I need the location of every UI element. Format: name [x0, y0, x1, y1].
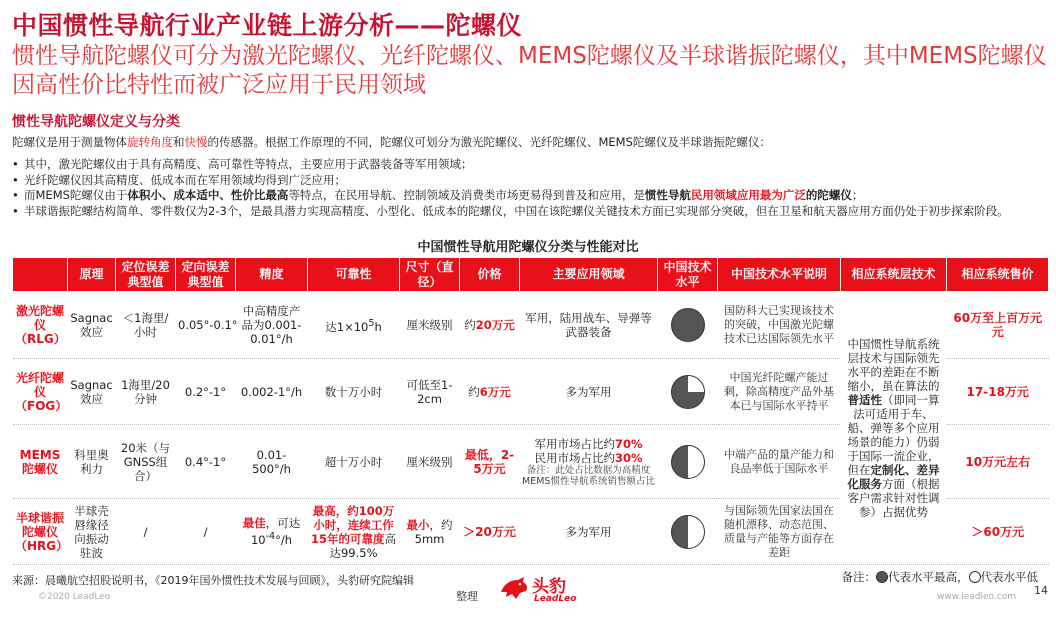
- header-cell: [13, 258, 68, 292]
- app-text: 军用市场占比约: [534, 436, 615, 451]
- intro-paragraph: [12, 134, 771, 150]
- cell-size: 厘米级别: [400, 292, 460, 359]
- price-value: 20万元: [475, 318, 515, 332]
- table-row: [13, 292, 1049, 359]
- bullet-item: • 其中，激光陀螺仪由于具有高精度、高可靠性等特点，主要应用于武器装备等军用领域；: [12, 157, 1048, 173]
- cell-cn-level: [658, 292, 718, 359]
- cell-precision: 中高精度产品为0.001-0.01°/h: [236, 292, 308, 359]
- level-three-quarter-icon: [671, 375, 705, 409]
- price-prefix: 约: [468, 384, 480, 399]
- bullet-bold: 体积小、成本适中、性价比最高: [127, 188, 289, 202]
- cell-sys-price: 60万至上百万元元: [947, 292, 1049, 359]
- page-number: 14: [1034, 584, 1048, 597]
- cell-precision: [236, 499, 308, 565]
- intro-text: 和: [173, 135, 185, 149]
- cell-pos-error: 20米（与GNSS组合）: [116, 425, 176, 499]
- level-half-icon: [671, 445, 705, 479]
- table-title: 中国惯性导航用陀螺仪分类与性能对比: [417, 240, 639, 255]
- cell-application: 多为军用: [520, 359, 658, 425]
- page-title: 中国惯性导航行业产业链上游分析——陀螺仪: [12, 11, 523, 40]
- header-cell: 定向误差典型值: [176, 258, 236, 292]
- cell-application: [520, 425, 658, 499]
- cell-reliability: [308, 499, 400, 565]
- precision-text: ，可达10: [250, 516, 301, 547]
- header-cell: 定位误差典型值: [116, 258, 176, 292]
- cell-reliability: 数十万小时: [308, 359, 400, 425]
- table-header-row: [13, 258, 1049, 292]
- level-half-icon: [671, 515, 705, 549]
- cell-principle: Sagnac效应: [68, 359, 116, 425]
- app-value: 30%: [614, 450, 643, 465]
- intro-highlight-speed: 快慢: [184, 135, 208, 149]
- cell-sys-tech: [841, 292, 947, 565]
- size-text: ，约5mm: [414, 517, 453, 546]
- header-cell: 相应系统层技术: [841, 258, 947, 292]
- reliability-unit: h: [374, 319, 382, 334]
- copyright: ©2020 LeadLeo: [38, 592, 111, 602]
- cell-price: [460, 359, 520, 425]
- app-value: 70%: [614, 436, 643, 451]
- cell-sys-price: ＞60万元: [947, 499, 1049, 565]
- gyroscope-comparison-table: [12, 257, 1049, 565]
- bullet-bold: 的陀螺仪: [805, 188, 852, 202]
- cell-principle: 科里奥利力: [68, 425, 116, 499]
- cell-size: 可低至1-2cm: [400, 359, 460, 425]
- logo-text-en: LeadLeo: [534, 594, 577, 604]
- app-text: 民用市场占比约: [534, 450, 615, 465]
- cell-precision: 0.002-1°/h: [236, 359, 308, 425]
- sys-tech-bold: 普适性: [847, 393, 882, 407]
- header-cell: 原理: [68, 258, 116, 292]
- legend-high: 代表水平最高，: [888, 570, 969, 584]
- header-cell: 主要应用领域: [520, 258, 658, 292]
- cell-principle: Sagnac效应: [68, 292, 116, 359]
- header-cell: 中国技术水平: [658, 258, 718, 292]
- sys-tech-text: （即同一算法可适用于车、船、弹等多个应用场景的能力）仍弱于国际一流企业，但在: [847, 393, 940, 477]
- website: www.leadleo.com: [937, 592, 1016, 602]
- bullet-item: • 光纤陀螺仪因其高精度、低成本而在军用领域均得到广泛应用；: [12, 173, 1048, 189]
- size-highlight: 最小: [406, 517, 430, 532]
- app-military-share: [522, 437, 655, 451]
- reliability-highlight: 最高，约100万小时，连续工作15年的可靠度: [310, 503, 395, 546]
- header-cell: 尺寸（直径）: [400, 258, 460, 292]
- cell-dir-error: 0.2°-1°: [176, 359, 236, 425]
- intro-text: 陀螺仪是用于测量物体: [12, 135, 127, 149]
- cell-reliability: [308, 292, 400, 359]
- cell-dir-error: 0.05°-0.1°: [176, 292, 236, 359]
- price-prefix: 约: [464, 318, 476, 332]
- empty-circle-icon: [969, 571, 981, 583]
- cell-dir-error: 0.4°-1°: [176, 425, 236, 499]
- bullet-text: 等特点，在民用导航、控制领域及消费类市场更易得到普及和应用，是: [288, 188, 645, 202]
- cell-cn-level: [658, 425, 718, 499]
- cell-pos-error: ＜1海里/小时: [116, 292, 176, 359]
- sys-tech-text: 方面（根据客户需求针对性调参）占据优势: [847, 477, 940, 519]
- filled-circle-icon: [876, 571, 888, 583]
- bullet-bold: 惯性导航: [644, 188, 691, 202]
- cell-size: [400, 499, 460, 565]
- cell-cn-level: [658, 359, 718, 425]
- sys-tech-text: 中国惯性导航系统层技术与国际领先水平的差距在不断缩小，虽在算法的: [847, 337, 940, 393]
- cell-reliability: 超十万小时: [308, 425, 400, 499]
- header-cell: 相应系统售价: [947, 258, 1049, 292]
- legend-prefix: 备注：: [841, 570, 876, 584]
- cell-price: ＞20万元: [460, 499, 520, 565]
- cell-pos-error: /: [116, 499, 176, 565]
- bullet-item: • 半球谐振陀螺结构简单、零件数仅为2-3个，是最具潜力实现高精度、小型化、低成本的陀螺仪，中国在该陀螺仪关键技术方面已实现部分突破，但在卫星和航天器应用方面仍处于初步探索阶段。: [12, 204, 1048, 220]
- cell-cn-desc: 国防科大已实现该技术的突破，中国激光陀螺技术已达国际领先水平: [718, 292, 841, 359]
- cell-sys-price: 10万元左右: [947, 425, 1049, 499]
- bullet-list: [12, 157, 1048, 219]
- price-value: 6万元: [479, 384, 511, 399]
- cell-application: 多为军用: [520, 499, 658, 565]
- cell-cn-desc: 中国光纤陀螺产能过剩，除高精度产品外基本已与国际水平持平: [718, 359, 841, 425]
- header-cell: 精度: [236, 258, 308, 292]
- source-note: 来源：晨曦航空招股说明书，《2019年国外惯性技术发展与回顾》，头豹研究院编辑: [12, 574, 414, 587]
- bullet-highlight: 民用领域应用最为广泛: [690, 188, 806, 202]
- intro-highlight-angle: 旋转角度: [127, 135, 173, 149]
- app-civil-share: [522, 451, 655, 465]
- leopard-logo-icon: [498, 572, 530, 608]
- gyro-name: MEMS陀螺仪: [13, 425, 68, 499]
- page-subtitle: 惯性导航陀螺仪可分为激光陀螺仪、光纤陀螺仪、MEMS陀螺仪及半球谐振陀螺仪，其中MEMS陀螺仪因高性价比特性而被广泛应用于民用领域: [12, 43, 1047, 98]
- cell-size: 厘米级别: [400, 425, 460, 499]
- cell-principle: 半球壳唇缘径向振动驻波: [68, 499, 116, 565]
- reliability-text: 高达99.5%: [329, 531, 396, 560]
- cell-pos-error: 1海里/20分钟: [116, 359, 176, 425]
- bullet-text: ；: [851, 188, 864, 202]
- bullet-text: 而MEMS陀螺仪由于: [24, 188, 128, 202]
- sys-tech-bold: 定制化、差异化服务: [847, 463, 940, 491]
- legend-low: 代表水平低: [980, 570, 1038, 584]
- gyro-name: 半球谐振陀螺仪（HRG）: [13, 499, 68, 565]
- header-cell: 中国技术水平说明: [718, 258, 841, 292]
- bullet-item: [12, 188, 1048, 204]
- header-cell: 价格: [460, 258, 520, 292]
- intro-text: 的传感器。根据工作原理的不同，陀螺仪可划分为激光陀螺仪、光纤陀螺仪、MEMS陀螺仪及半球谐振陀螺仪：: [207, 135, 771, 149]
- cell-cn-level: [658, 499, 718, 565]
- app-note: 备注：此处占比数据为高精度MEMS惯性导航系统销售额占比: [522, 464, 655, 487]
- cell-cn-desc: 中端产品的量产能力和良品率低于国际水平: [718, 425, 841, 499]
- level-full-icon: [671, 308, 705, 342]
- precision-unit: °/h: [275, 532, 293, 547]
- cell-price: 最低，2-5万元: [460, 425, 520, 499]
- cell-price: [460, 292, 520, 359]
- reliability-base: 达1×10: [325, 319, 369, 334]
- logo-text: 头豹: [532, 577, 566, 597]
- section-title: 惯性导航陀螺仪定义与分类: [12, 114, 180, 130]
- precision-exp: -4: [265, 531, 276, 543]
- cell-application: 军用，陆用战车、导弹等武器装备: [520, 292, 658, 359]
- source-note-end: 整理: [456, 590, 478, 603]
- precision-best: 最佳: [242, 516, 266, 531]
- cell-sys-price: 17-18万元: [947, 359, 1049, 425]
- cell-precision: 0.01-500°/h: [236, 425, 308, 499]
- legend-note: [842, 569, 1039, 585]
- gyro-name: 光纤陀螺仪（FOG）: [13, 359, 68, 425]
- cell-dir-error: /: [176, 499, 236, 565]
- header-cell: 可靠性: [308, 258, 400, 292]
- cell-cn-desc: 与国际领先国家法国在随机漂移、动态范围、质量与产能等方面存在差距: [718, 499, 841, 565]
- gyro-name: 激光陀螺仪（RLG）: [13, 292, 68, 359]
- reliability-exp: 5: [368, 317, 375, 329]
